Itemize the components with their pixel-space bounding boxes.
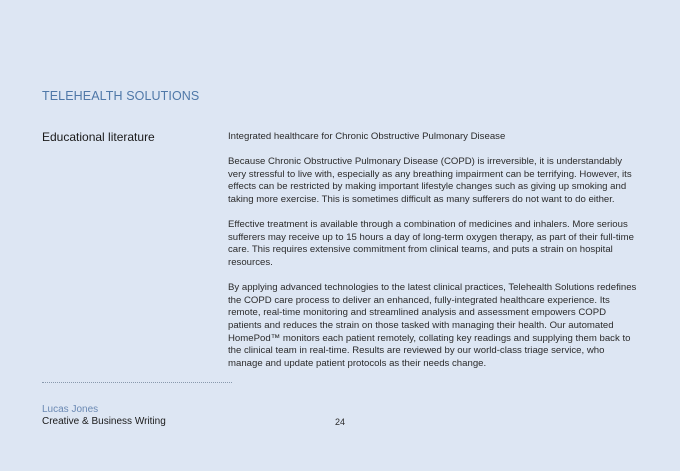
article-title: Integrated healthcare for Chronic Obstructive Pulmonary Disease: [228, 131, 506, 142]
article-paragraph: By applying advanced technologies to the latest clinical practices, Telehealth Solutions redefines the COPD care process to deliver an enhanced, fully-integrated healthcare experience. Its remote, real-time monitoring and streamlined analysis and assessment empowers COPD patients and reduces the strain on those tasked with managing their health. Our automated HomePod™ monitors each patient remotely, collating key readings and supplying them back to the clinical team in real-time. Results are reviewed by our world-class triage service, who manage and update patient protocols as their needs change.: [228, 282, 637, 369]
article-paragraph: Effective treatment is available through a combination of medicines and inhalers. More serious sufferers may receive up to 15 hours a day of long-term oxygen therapy, as part of their full-time care. This requires extensive commitment from clinical teams, and puts a strain on hospital resources.: [228, 219, 634, 268]
footer-divider: [42, 382, 232, 383]
author-name: Lucas Jones: [42, 404, 99, 415]
category-label: Educational literature: [42, 130, 155, 144]
section-heading: TELEHEALTH SOLUTIONS: [42, 89, 200, 103]
page-number: 24: [335, 417, 346, 427]
publication-name: Creative & Business Writing: [42, 416, 166, 427]
article-paragraph: Because Chronic Obstructive Pulmonary Disease (COPD) is irreversible, it is understandably very stressful to live with, especially as any breathing impairment can be terrifying. However, its effects can be restricted by making important lifestyle changes such as giving up smoking and taking more exercise. This is sometimes difficult as many sufferers do not want to do either.: [228, 156, 632, 205]
article-body: [228, 131, 640, 383]
